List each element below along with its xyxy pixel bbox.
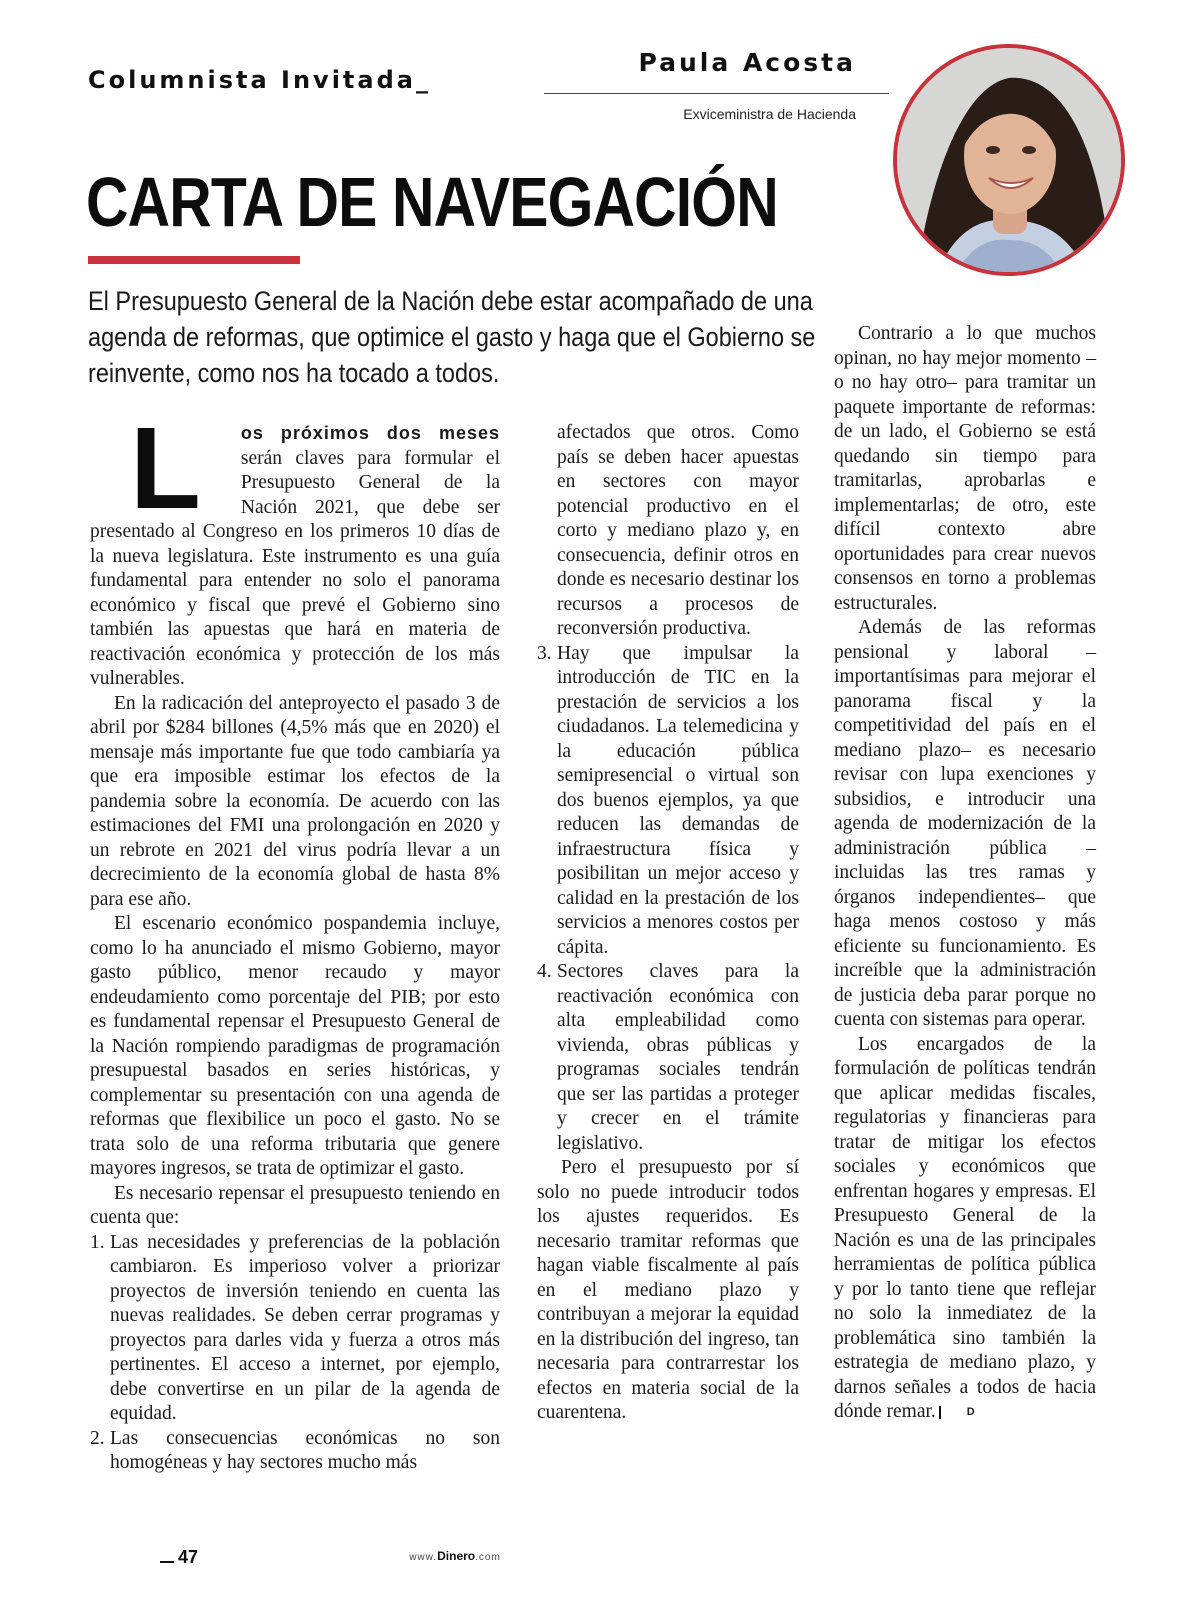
list-item-3-text: Hay que impulsar la introducción de TIC en la prestación de servicios a los ciudadanos. La telemedicina y la educación pública semipresencial o virtual son dos buenos ejemplos, ya que reducen las demandas de infraestructura física y posibilitan un mejor acceso y calidad en la prestación de los servicios a menores costos per cápita. xyxy=(557,642,799,958)
list-number-1: 1. xyxy=(90,1231,105,1253)
title-accent-rule xyxy=(88,256,300,264)
list-item-1-text: Las necesidades y preferencias de la población cambiaron. Es imperioso volver a priorizar proyectos de inversión teniendo en cuenta las nuevas realidades. Se deben cerrar programas y proyectos para darles vida y fuerza a otros más pertinentes. El acceso a internet, por ejemplo, debe convertirse en un pilar de la agenda de equidad. xyxy=(110,1231,500,1424)
paragraph-5: Pero el presupuesto por sí solo no puede introducir todos los ajustes requeridos. Es necesario tramitar reformas que hagan viable fiscalmente al país en el mediano plazo y contribuyan a mejorar la equidad en la distribución del ingreso, tan necesaria para contrarrestar los efectos en materia social de la cuarentena. xyxy=(537,1157,799,1423)
page-number-rule xyxy=(160,1561,174,1563)
list-number-4: 4. xyxy=(537,961,552,982)
page-number xyxy=(160,1547,198,1568)
section-label-text: Columnista Invitada xyxy=(88,66,416,94)
list-item-2 xyxy=(90,1427,500,1476)
drop-cap: L xyxy=(130,403,201,533)
column-1 xyxy=(90,403,500,1476)
paragraph-8 xyxy=(834,1033,1096,1425)
section-label-underscore: _ xyxy=(415,66,428,94)
paragraph-1 xyxy=(90,403,500,692)
reform-list xyxy=(90,1231,500,1476)
lead-in: os próximos dos meses xyxy=(240,423,500,443)
list-item-2-continued xyxy=(537,421,799,642)
paragraph-2: En la radicación del anteproyecto el pasado 3 de abril por $284 billones (4,5% más que en 2020) el mensaje más importante fue que todo cambiaría ya que era imposible estimar los efectos de la pandemia sobre la economía. De acuerdo con las estimaciones del FMI una prolongación en 2020 y un rebrote en 2021 del virus podría llevar a un decrecimiento de la economía global de hasta 8% para ese año. xyxy=(90,692,500,910)
author-divider xyxy=(544,93,889,94)
page-number-text: 47 xyxy=(178,1547,199,1567)
paragraph-7: Además de las reformas pensional y laboral –importantísimas para mejorar el panorama fiscal y la competitividad del país en el mediano plazo– es necesario revisar con lupa exenciones y subsidios, e introducir una agenda de modernización de la administración pública –incluidas las tres ramas y órganos independientes– que haga menos costoso y más eficiente su funcionamiento. Es increíble que la administración de justicia deba parar porque no cuenta con sistemas para operar. xyxy=(834,617,1096,1030)
author-role: Exviceministra de Hacienda xyxy=(683,106,856,122)
footer-site xyxy=(395,1549,515,1563)
list-item-4 xyxy=(537,960,799,1156)
portrait-illustration xyxy=(897,48,1121,272)
column-2 xyxy=(537,421,799,1426)
list-number-2: 2. xyxy=(90,1427,105,1449)
footer-site-suffix: .com xyxy=(475,1552,501,1563)
paragraph-8-text: Los encargados de la formulación de políticas tendrán que aplicar medidas fiscales, regulatorias y financieras para tratar de mitigar los efectos sociales y económicos que enfrentan hogares y empresas. El Presupuesto General de la Nación es una de las principales herramientas de política pública y por lo tanto tiene que reflejar no solo la inmediatez de la problemática sino también la estrategia de mediano plazo, y darnos señales a todos de hacia dónde remar. xyxy=(834,1033,1096,1422)
list-number-3: 3. xyxy=(537,642,552,664)
list-item-4-text: Sectores claves para la reactivación económica con alta empleabilidad como vivienda, obras públicas y programas sociales tendrán que ser las partidas a proteger y crecer en el trámite legislativo. xyxy=(557,961,799,1154)
article-title: CARTA DE NAVEGACIÓN xyxy=(86,163,778,241)
reform-list-continued xyxy=(537,421,799,1156)
paragraph-3: El escenario económico pospandemia incluye, como lo ha anunciado el mismo Gobierno, mayor gasto público, menor recaudo y mayor endeudamiento como porcentaje del PIB; por esto es fundamental repensar el Presupuesto General de la Nación rompiendo paradigmas de programación presupuestal basados en series históricas, y complementar su presentación con una agenda de reformas que flexibilice un poco el gasto. No se trata solo de una reforma tributaria que genere mayores ingresos, se trata de optimizar el gasto. xyxy=(90,913,500,1179)
list-item-3 xyxy=(537,642,799,961)
article-lead: El Presupuesto General de la Nación debe estar acompañado de una agenda de reformas, que optimice el gasto y haga que el Gobierno se reinvente, como nos ha tocado a todos. xyxy=(88,286,816,388)
author-portrait xyxy=(893,44,1125,276)
paragraph-4: Es necesario repensar el presupuesto teniendo en cuenta que: xyxy=(90,1182,500,1228)
footer-site-brand: Dinero xyxy=(437,1549,476,1563)
list-item-2-text: Las consecuencias económicas no son homogéneas y hay sectores mucho más xyxy=(110,1427,500,1473)
paragraph-1-text: serán claves para formular el Presupuesto General de la Nación 2021, que debe ser presentado al Congreso en los primeros 10 días de la nueva legislatura. Este instrumento es una guía fundamental para entender no solo el panorama económico y fiscal que prevé el Gobierno sino también las apuestas que hará en materia de reactivación económica y protección de los más vulnerables. xyxy=(90,447,500,689)
section-label xyxy=(88,66,428,94)
end-mark-icon: D xyxy=(939,1406,977,1419)
list-item-2-continued-text: afectados que otros. Como país se deben hacer apuestas en sectores con mayor potencial productivo en el corto y mediano plazo y, en consecuencia, definir otros en donde es necesario destinar los recursos a procesos de reconversión productiva. xyxy=(557,422,799,639)
paragraph-6: Contrario a lo que muchos opinan, no hay mejor momento –o no hay otro– para tramitar un paquete importante de reformas: de un lado, el Gobierno se está quedando sin tiempo para tramitarlas, aprobarlas e implementarlas; de otro, este difícil contexto abre oportunidades para crear nuevos consensos en torno a problemas estructurales. xyxy=(834,323,1096,614)
column-3 xyxy=(834,322,1096,1425)
footer-site-prefix: www. xyxy=(409,1552,438,1563)
author-name: Paula Acosta xyxy=(638,48,856,77)
list-item-1 xyxy=(90,1231,500,1427)
